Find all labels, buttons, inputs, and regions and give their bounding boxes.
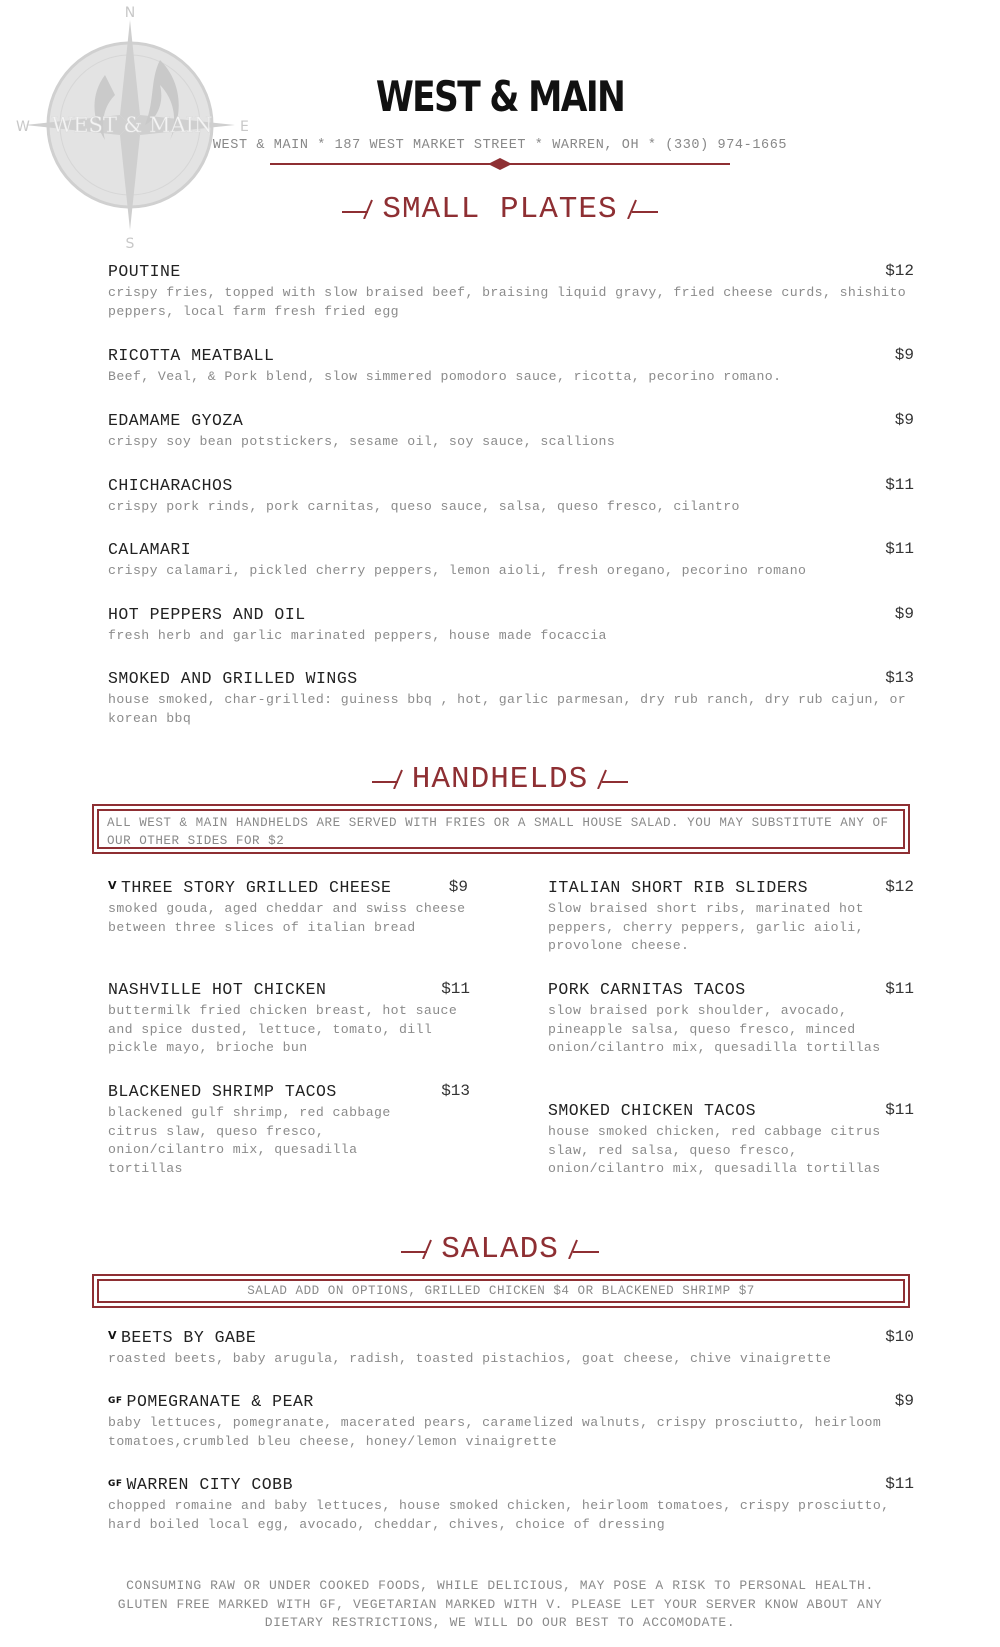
menu-item-ricotta-meatball (108, 346, 914, 387)
item-name: PORK CARNITAS TACOS (548, 980, 746, 999)
item-description: smoked gouda, aged cheddar and swiss cheese between three slices of italian bread (108, 901, 466, 935)
section-title: HANDHELDS (411, 762, 589, 797)
gluten-free-badge: GF (108, 1396, 123, 1406)
item-name: EDAMAME GYOZA (108, 411, 244, 430)
menu-item-warren-city-cobb (108, 1475, 914, 1534)
item-description: roasted beets, baby arugula, radish, toasted pistachios, goat cheese, chive vinaigrette (108, 1351, 832, 1366)
item-name: RICOTTA MEATBALL (108, 346, 275, 365)
gluten-free-badge: GF (108, 1479, 123, 1489)
section-title: SALADS (441, 1232, 559, 1267)
item-price: $9 (894, 605, 914, 623)
menu-item-italian-short-rib-sliders (548, 878, 914, 956)
item-price: $11 (885, 980, 914, 998)
heading-flourish-left (342, 199, 376, 219)
item-description: chopped romaine and baby lettuces, house smoked chicken, heirloom tomatoes, crispy prosciutto, hard boiled local egg, avocado, cheddar, chives, choice of dressing (108, 1498, 890, 1532)
vegetarian-badge: V (108, 1329, 118, 1342)
menu-item-beets-by-gabe (108, 1328, 914, 1369)
item-description: house smoked chicken, red cabbage citrus slaw, red salsa, queso fresco, onion/cilantro mix, quesadilla tortillas (548, 1124, 881, 1176)
item-description: blackened gulf shrimp, red cabbage citrus slaw, queso fresco, onion/cilantro mix, quesadilla tortillas (108, 1105, 391, 1176)
item-price: $9 (448, 878, 468, 896)
item-price: $9 (894, 346, 914, 364)
section-title: SMALL PLATES (382, 192, 618, 227)
logo-wordmark: WEST & MAIN (51, 113, 213, 137)
heading-flourish-left (401, 1239, 435, 1259)
item-description: crispy calamari, pickled cherry peppers, lemon aioli, fresh oregano, pecorino romano (108, 563, 807, 578)
item-name: WARREN CITY COBB (126, 1475, 293, 1494)
dietary-disclaimer: CONSUMING RAW OR UNDER COOKED FOODS, WHILE DELICIOUS, MAY POSE A RISK TO PERSONAL HEALTH. GLUTEN FREE MARKED WITH GF, VEGETARIAN MARKED WITH V. PLEASE LET YOUR SERVER KNOW ABOUT ANY DIETARY RESTRICTIONS, WE WILL DO OUR BEST TO ACCOMODATE. (117, 1578, 883, 1630)
restaurant-address: WEST & MAIN * 187 WEST MARKET STREET * WARREN, OH * (330) 974-1665 (212, 138, 788, 153)
menu-item-hot-peppers-and-oil (108, 605, 914, 646)
item-name: THREE STORY GRILLED CHEESE (121, 878, 392, 897)
item-description: crispy fries, topped with slow braised beef, braising liquid gravy, fried cheese curds, shishito peppers, local farm fresh fried egg (108, 285, 907, 319)
menu-item-poutine (108, 262, 914, 321)
item-name: NASHVILLE HOT CHICKEN (108, 980, 327, 999)
item-price: $11 (885, 1475, 914, 1493)
menu-item-smoked-and-grilled-wings (108, 669, 914, 728)
item-price: $11 (885, 476, 914, 494)
heading-flourish-right (624, 199, 658, 219)
item-price: $11 (885, 1101, 914, 1119)
logo-compass-w: W (16, 119, 30, 135)
section-heading-salads (0, 1232, 1000, 1267)
item-description: crispy pork rinds, pork carnitas, queso sauce, salsa, queso fresco, cilantro (108, 499, 740, 514)
menu-item-calamari (108, 540, 914, 581)
menu-item-pomegranate-and-pear (108, 1392, 914, 1451)
item-description: Beef, Veal, & Pork blend, slow simmered pomodoro sauce, ricotta, pecorino romano. (108, 369, 782, 384)
item-name: SMOKED AND GRILLED WINGS (108, 669, 358, 688)
item-name: BEETS BY GABE (121, 1328, 257, 1347)
menu-item-blackened-shrimp-tacos (108, 1082, 470, 1178)
item-description: slow braised pork shoulder, avocado, pineapple salsa, queso fresco, minced onion/cilantro mix, quesadilla tortillas (548, 1003, 881, 1055)
item-name: CALAMARI (108, 540, 192, 559)
restaurant-name: WEST & MAIN (375, 72, 625, 121)
item-price: $11 (441, 980, 470, 998)
item-description: crispy soy bean potstickers, sesame oil, soy sauce, scallions (108, 434, 616, 449)
handhelds-notice: ALL WEST & MAIN HANDHELDS ARE SERVED WITH FRIES OR A SMALL HOUSE SALAD. YOU MAY SUBSTITUTE ANY OF OUR OTHER SIDES FOR $2 (97, 809, 905, 849)
item-name: CHICHARACHOS (108, 476, 233, 495)
logo-compass-s: S (125, 236, 135, 250)
item-name: SMOKED CHICKEN TACOS (548, 1101, 757, 1120)
menu-item-three-story-grilled-cheese (108, 878, 468, 937)
logo-compass-n: N (124, 5, 136, 21)
item-name: ITALIAN SHORT RIB SLIDERS (548, 878, 809, 897)
item-description: fresh herb and garlic marinated peppers, house made focaccia (108, 628, 607, 643)
heading-flourish-left (372, 769, 406, 789)
item-price: $12 (885, 878, 914, 896)
item-name: BLACKENED SHRIMP TACOS (108, 1082, 337, 1101)
item-description: buttermilk fried chicken breast, hot sauce and spice dusted, lettuce, tomato, dill pickle mayo, brioche bun (108, 1003, 458, 1055)
menu-item-pork-carnitas-tacos (548, 980, 914, 1058)
section-heading-small-plates (0, 192, 1000, 227)
logo-compass-e: E (240, 119, 249, 135)
header-divider (270, 158, 730, 170)
menu-item-nashville-hot-chicken (108, 980, 470, 1058)
menu-item-smoked-chicken-tacos (548, 1101, 914, 1179)
salads-notice: SALAD ADD ON OPTIONS, GRILLED CHICKEN $4 OR BLACKENED SHRIMP $7 (97, 1279, 905, 1303)
item-price: $13 (441, 1082, 470, 1100)
section-heading-handhelds (0, 762, 1000, 797)
item-price: $9 (894, 411, 914, 429)
item-price: $10 (885, 1328, 914, 1346)
vegetarian-badge: V (108, 879, 118, 892)
heading-flourish-right (565, 1239, 599, 1259)
item-name: POMEGRANATE & PEAR (126, 1392, 314, 1411)
heading-flourish-right (594, 769, 628, 789)
item-description: house smoked, char-grilled: guiness bbq , hot, garlic parmesan, dry rub ranch, dry rub cajun, or korean bbq (108, 692, 907, 726)
item-name: POUTINE (108, 262, 181, 281)
item-price: $9 (894, 1392, 914, 1410)
item-description: baby lettuces, pomegranate, macerated pears, caramelized walnuts, crispy prosciutto, heirloom tomatoes,crumbled bleu cheese, honey/lemon vinaigrette (108, 1415, 882, 1449)
item-name: HOT PEPPERS AND OIL (108, 605, 306, 624)
menu-item-chicharachos (108, 476, 914, 517)
item-price: $13 (885, 669, 914, 687)
item-price: $12 (885, 262, 914, 280)
item-price: $11 (885, 540, 914, 558)
item-description: Slow braised short ribs, marinated hot peppers, cherry peppers, garlic aioli, provolone cheese. (548, 901, 864, 953)
menu-item-edamame-gyoza (108, 411, 914, 452)
